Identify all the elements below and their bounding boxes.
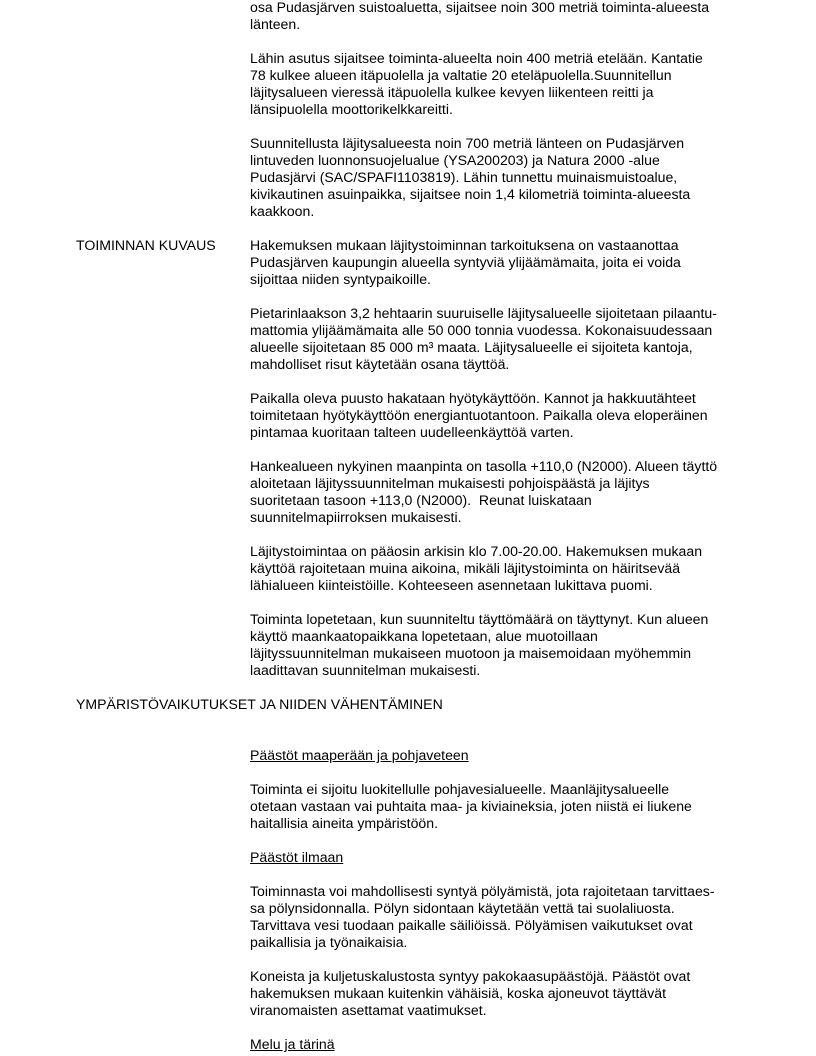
paragraph-dust: Toiminnasta voi mahdollisesti syntyä pölyämistä, jota rajoitetaan tarvittaes- sa pölynsidonnalla. Pölyn sidontaan käytetään vettä tai suolaliuosta. Tarvittava vesi tuodaan paikalle säiliöissä. Pölyämisen vaikutukset ovat paikallisia ja työnaikaisia. bbox=[250, 883, 715, 950]
subheading-soil-groundwater: Päästöt maaperään ja pohjaveteen bbox=[250, 747, 469, 763]
heading-operation-description: TOIMINNAN KUVAUS bbox=[76, 237, 216, 253]
paragraph-exhaust: Koneista ja kuljetuskalustosta syntyy pakokaasupäästöjä. Päästöt ovat hakemuksen mukaan kuitenkin vähäisiä, koska ajoneuvot täyttävät viranomaisten asettamat vaatimukset. bbox=[250, 968, 691, 1018]
paragraph-delta-area: osa Pudasjärven suistoaluetta, sijaitsee noin 300 metriä toiminta-alueesta länteen. bbox=[250, 0, 710, 32]
paragraph-nearest-housing: Lähin asutus sijaitsee toiminta-alueelta noin 400 metriä etelään. Kantatie 78 kulkee alueen itäpuolella ja valtatie 20 eteläpuolella.Suunnitellun läjitysalueen vieressä itäpuolella kulkee kevyen liikenteen reitti ja länsipuolella moottorikelkkareitti. bbox=[250, 50, 703, 117]
subheading-noise-vibration: Melu ja tärinä bbox=[250, 1036, 335, 1052]
paragraph-volumes: Pietarinlaakson 3,2 hehtaarin suuruiselle läjitysalueelle sijoitetaan pilaantu- mattomia ylijäämämaita alle 50 000 tonnia vuodessa. Kokonaisuudessaan alueelle sijoitetaan 85 000 m³ maata. Läjitysalueelle ei sijoiteta kantoja, mahdolliset risut käytetään osana täyttöä. bbox=[250, 305, 717, 372]
heading-environmental-impacts: YMPÄRISTÖVAIKUTUKSET JA NIIDEN VÄHENTÄMINEN bbox=[76, 696, 443, 712]
paragraph-closure: Toiminta lopetetaan, kun suunniteltu täyttömäärä on täyttynyt. Kun alueen käyttö maankaatopaikkana lopetetaan, alue muotoillaan läjityssuunnitelman mukaiseen muotoon ja maisemoidaan myöhemmin laadittavan suunnitelman mukaisesti. bbox=[250, 611, 709, 678]
paragraph-operating-hours: Läjitystoimintaa on pääosin arkisin klo 7.00-20.00. Hakemuksen mukaan käyttöä rajoitetaan muina aikoina, mikäli läjitystoiminta on häiritsevää lähialueen kiinteistöille. Kohteeseen asennetaan lukittava puomi. bbox=[250, 543, 703, 593]
subheading-air-emissions: Päästöt ilmaan bbox=[250, 849, 344, 865]
paragraph-nature-reserve: Suunnitellusta läjitysalueesta noin 700 metriä länteen on Pudasjärven lintuveden luonnonsuojelualue (YSA200203) ja Natura 2000 -alue Pudasjärvi (SAC/SPAFI1103819). Lähin tunnettu muinaismuistoalue, kivikautinen asuinpaikka, sijaitsee noin 1,4 kilometriä toiminta-alueesta kaakkoon. bbox=[250, 135, 691, 219]
paragraph-trees: Paikalla oleva puusto hakataan hyötykäyttöön. Kannot ja hakkuutähteet toimitetaan hyötykäyttöön energiantuotantoon. Paikalla oleva eloperäinen pintamaa kuoritaan talteen uudelleenkäyttöä varten. bbox=[250, 390, 708, 440]
paragraph-groundwater: Toiminta ei sijoitu luokitellulle pohjavesialueelle. Maanläjitysalueelle otetaan vastaan vai puhtaita maa- ja kiviaineksia, joten niistä ei liukene haitallisia aineita ympäristöön. bbox=[250, 781, 692, 831]
paragraph-ground-level: Hankealueen nykyinen maanpinta on tasolla +110,0 (N2000). Alueen täyttö aloitetaan läjityssuunnitelman mukaisesti pohjoispäästä ja läjitys suoritetaan tasoon +113,0 (N2000). Reunat luiskataan suunnitelmapiirroksen mukaisesti. bbox=[250, 458, 718, 525]
paragraph-purpose: Hakemuksen mukaan läjitystoiminnan tarkoituksena on vastaanottaa Pudasjärven kaupungin alueella syntyviä ylijäämämaita, joita ei voida sijoittaa niiden syntypaikoille. bbox=[250, 237, 681, 287]
